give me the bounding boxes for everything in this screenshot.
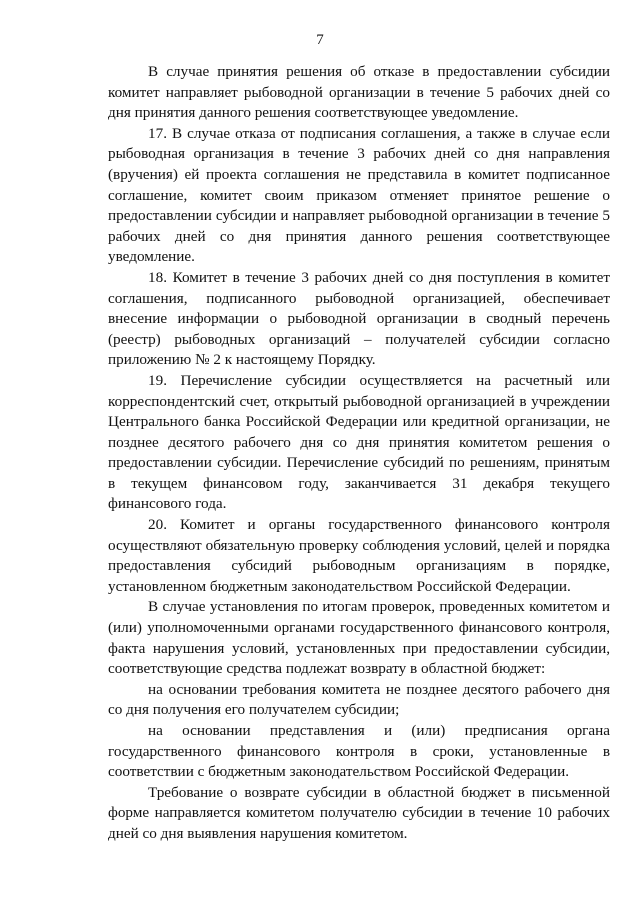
- paragraph-refusal-notice: В случае принятия решения об отказе в предоставлении субсидии комитет направляет рыбоводной организации в течение 5 рабочих дней со дня принятия данного решения соответствующее уведомление.: [108, 63, 610, 122]
- paragraph-19: 19. Перечисление субсидии осуществляется на расчетный или корреспондентский счет, открытый рыбоводной организацией в учреждении Центрального банка Российской Федерации или кредитной организации, не позднее десятого рабочего дня со дня принятия комитетом решения о предоставлении субсидии. Перечисление субсидий по решениям, принятым в текущем финансовом году, заканчивается 31 декабря текущего финансового года.: [108, 371, 610, 513]
- paragraph-return-demand: Требование о возврате субсидии в областной бюджет в письменной форме направляется комитетом получателю субсидии в течение 10 рабочих дней со дня выявления нарушения комитетом.: [108, 783, 610, 842]
- paragraph-20: 20. Комитет и органы государственного финансового контроля осуществляют обязательную проверку соблюдения условий, целей и порядка предоставления субсидий рыбоводным организациям в порядке, установленном бюджетным законодательством Российской Федерации.: [108, 516, 610, 595]
- paragraph-18: 18. Комитет в течение 3 рабочих дней со дня поступления в комитет соглашения, подписанного рыбоводной организацией, обеспечивает внесение информации о рыбоводной организации в сводный перечень (реестр) рыбоводных организаций – получателей субсидии согласно приложению № 2 к настоящему Порядку.: [108, 268, 610, 369]
- document-body: [108, 62, 610, 845]
- paragraph-committee-demand: на основании требования комитета не позднее десятого рабочего дня со дня получения его получателем субсидии;: [108, 680, 610, 719]
- paragraph-violation: В случае установления по итогам проверок, проведенных комитетом и (или) уполномоченными органами государственного финансового контроля, факта нарушения условий, установленных при предоставлении субсидии, соответствующие средства подлежат возврату в областной бюджет:: [108, 598, 610, 678]
- paragraph-control-order: на основании представления и (или) предписания органа государственного финансового контроля в сроки, установленные в соответствии с бюджетным законодательством Российской Федерации.: [108, 722, 610, 781]
- page-number: 7: [316, 32, 324, 48]
- paragraph-17: 17. В случае отказа от подписания соглашения, а также в случае если рыбоводная организация в течение 3 рабочих дней со дня направления (вручения) ей проекта соглашения не представила в комитет подписанное соглашение, комитет своим приказом отменяет принятое решение о предоставлении субсидии и направляет рыбоводной организации в течение 5 рабочих дней со дня принятия данного решения соответствующее уведомление.: [108, 124, 610, 266]
